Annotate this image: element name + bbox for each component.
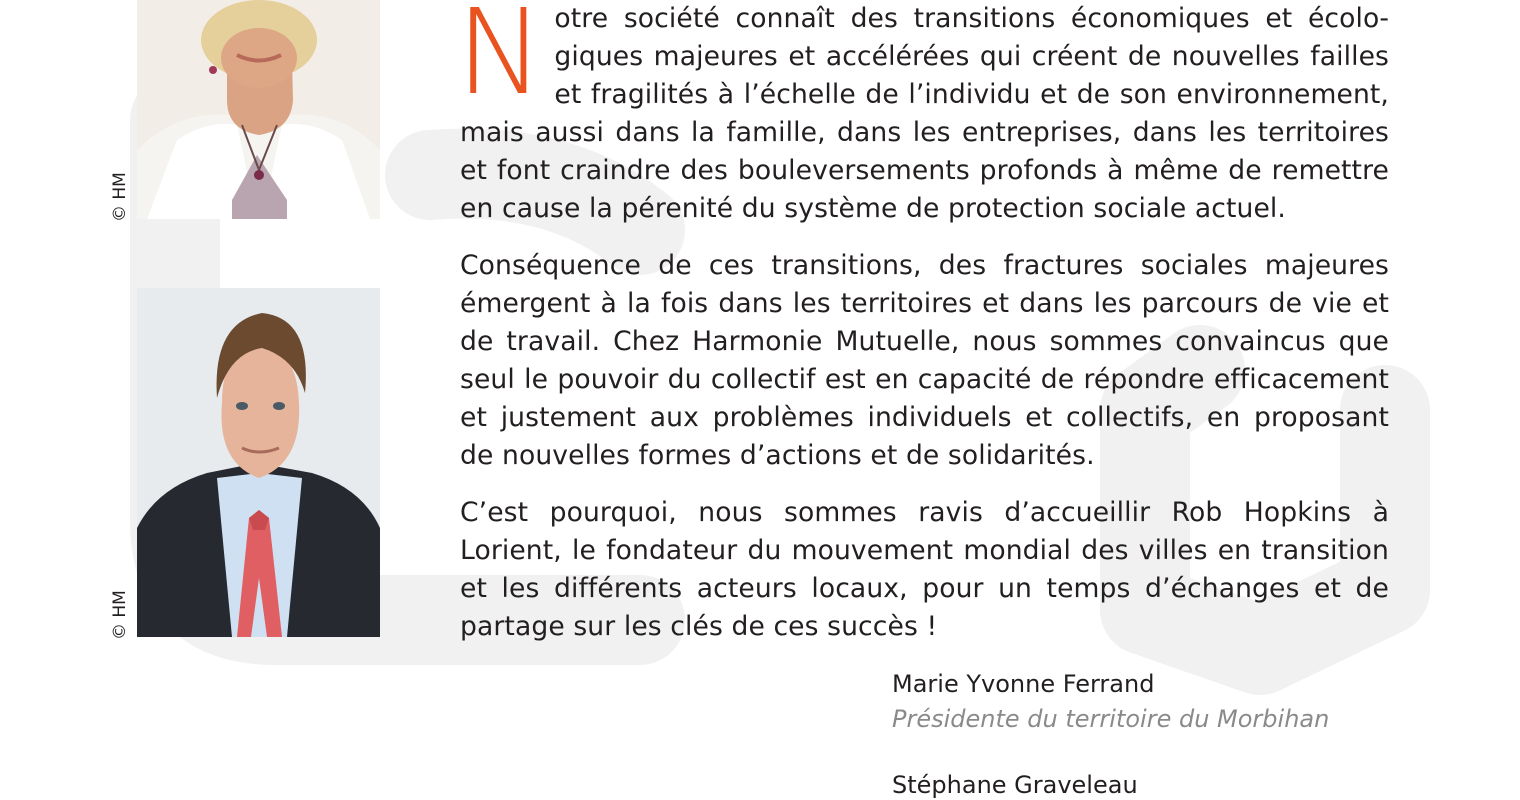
drop-cap: N [456, 0, 545, 121]
paragraph-3: C’est pourquoi, nous sommes ravis d’accueillir Rob Hopkins à Lorient, le fondateur du mouvement mondial des villes en transition et les différents acteurs locaux, pour un temps d’échanges et de partage sur les clés de ces succès ! [460, 497, 1389, 642]
portrait-photo-president [137, 0, 380, 219]
paragraph-2: Conséquence de ces transitions, des fractures sociales majeures émergent à la fois dans les territoires et dans les parcours de vie et de travail. Chez Harmonie Mutuelle, nous sommes convaincus que seul le pouvoir du collectif est en capacité de répondre efficacement et justement aux problèmes individuels et collectifs, en proposant de nouvelles formes d’actions et de solidarités. [460, 250, 1389, 471]
paragraph-1 [456, 0, 1389, 228]
signature-name-2: Stéphane Graveleau [892, 771, 1138, 799]
signature-role-1: Présidente du territoire du Morbihan [892, 705, 1330, 733]
portrait-photo-director [137, 288, 380, 637]
paragraph-1-text: otre société connaît des transitions économiques et écologiques majeures et accélérées qui créent de nouvelles failles et fragilités à l’échelle de l’individu et de son environnement, mais aussi dans la famille, dans les entreprises, dans les territoires et font craindre des bouleversements profonds à même de remettre en cause la pérenité du système de protection sociale actuel. [460, 3, 1389, 224]
photo-credit-top: © HM [110, 172, 130, 222]
photo-credit-bottom: © HM [110, 590, 130, 640]
signature-name-1: Marie Yvonne Ferrand [892, 670, 1155, 698]
editorial-text [456, 0, 1389, 646]
